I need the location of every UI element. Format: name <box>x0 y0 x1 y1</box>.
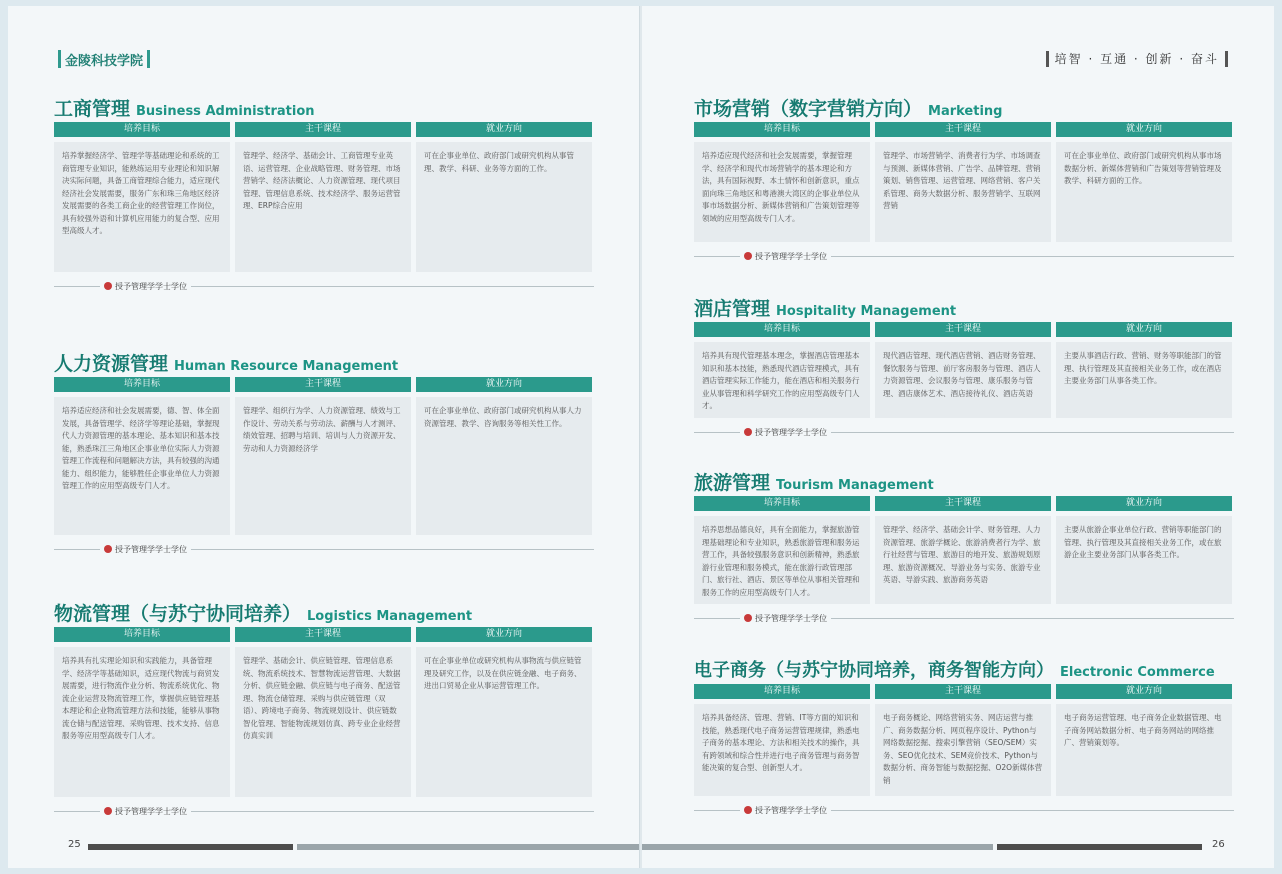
title-en: Business Administration <box>136 104 315 119</box>
section-business-administration <box>54 94 594 292</box>
left-page <box>8 6 640 868</box>
section-electronic-commerce <box>694 656 1234 816</box>
title-zh: 人力资源管理 <box>54 353 169 375</box>
logo-text: 金陵科技学院 <box>65 53 144 69</box>
courses-text: 电子商务概论、网络营销实务、网店运营与推广、商务数据分析、网页程序设计、Python与网络数据挖掘、搜索引擎营销（SEO/SEM）实务、SEO优化技术、SEM竞价技术、Python与数据分析、商务智能与数据挖掘、O2O新媒体营销 <box>875 704 1051 796</box>
col-head-careers: 就业方向 <box>416 122 592 137</box>
degree-icon <box>744 428 752 436</box>
courses-text: 管理学、经济学、基础会计学、财务管理、人力资源管理、旅游学概论、旅游消费者行为学、旅行社经营与管理、旅游目的地开发、旅游规划原理、旅游资源概况、导游业务与实务、旅游专业英语、导游实践、旅游商务英语 <box>875 516 1051 604</box>
col-head-courses: 主干课程 <box>875 322 1051 337</box>
section-title <box>694 94 1234 122</box>
courses-text: 管理学、组织行为学、人力资源管理、绩效与工作设计、劳动关系与劳动法、薪酬与人才测评、绩效管理、招聘与培训、培训与人力资源开发、劳动和人力资源经济学 <box>235 397 411 535</box>
brochure-spread <box>8 6 1274 868</box>
col-head-courses: 主干课程 <box>875 496 1051 511</box>
courses-text: 管理学、经济学、基础会计、工商管理专业英语、运营管理、企业战略管理、财务管理、市场营销学、经济法概论、人力资源管理、现代项目管理、管理信息系统、技术经济学、服务运营管理、ERP综合应用 <box>235 142 411 272</box>
degree-icon <box>104 807 112 815</box>
goal-text: 培养适应现代经济和社会发展需要，掌握管理学、经济学和现代市场营销学的基本理论和方法，具有国际视野、本土情怀和创新意识，重点面向珠三角地区和粤港澳大湾区的企事业单位从事市场数据分析、新媒体营销和广告策划管理等领域的应用型高级专门人才。 <box>694 142 870 242</box>
careers-text: 电子商务运营管理、电子商务企业数据管理、电子商务网站数据分析、电子商务网站的网络推广、营销策划等。 <box>1056 704 1232 796</box>
courses-text: 现代酒店管理、现代酒店营销、酒店财务管理、餐饮服务与管理、前厅客房服务与管理、酒店人力资源管理、会议服务与管理、康乐服务与管理、酒店康体艺术、酒店接待礼仪、酒店英语 <box>875 342 1051 418</box>
col-head-courses: 主干课程 <box>235 377 411 392</box>
col-head-courses: 主干课程 <box>235 122 411 137</box>
col-head-goal: 培养目标 <box>694 496 870 511</box>
section-title <box>54 94 594 122</box>
degree-label: 授予管理学学士学位 <box>755 251 827 261</box>
goal-text: 培养具备经济、管理、营销、IT等方面的知识和技能，熟悉现代电子商务运营管理规律，熟悉电子商务的基本理论、方法和相关技术的操作，具有跨领域和综合性并进行电子商务管理与商务智能决策的复合型、创新型人才。 <box>694 704 870 796</box>
col-head-goal: 培养目标 <box>694 122 870 137</box>
degree-label: 授予管理学学士学位 <box>115 544 187 554</box>
title-zh: 酒店管理 <box>694 298 771 320</box>
section-hospitality <box>694 294 1234 438</box>
section-title <box>54 599 594 627</box>
col-head-goal: 培养目标 <box>694 322 870 337</box>
degree-line <box>694 250 1234 262</box>
degree-label: 授予管理学学士学位 <box>115 281 187 291</box>
col-head-goal: 培养目标 <box>54 377 230 392</box>
careers-text: 可在企事业单位、政府部门或研究机构从事市场数据分析、新媒体营销和广告策划等营销管理及教学、科研方面的工作。 <box>1056 142 1232 242</box>
title-en: Logistics Management <box>307 609 473 624</box>
section-title <box>54 349 594 377</box>
degree-label: 授予管理学学士学位 <box>115 806 187 816</box>
degree-line <box>694 612 1234 624</box>
logo-bar-right <box>147 50 150 68</box>
degree-icon <box>104 282 112 290</box>
careers-text: 主要从旅游企事业单位行政、营销等职能部门的管理、执行管理及其直接相关业务工作，或在旅游企业主要业务部门从事各类工作。 <box>1056 516 1232 604</box>
title-zh: 物流管理（与苏宁协同培养） <box>54 603 302 625</box>
goal-text: 培养思想品德良好，具有全面能力，掌握旅游管理基础理论和专业知识，熟悉旅游管理和服务运营工作，具备较强服务意识和创新精神，熟悉旅游行业管理和服务模式，能在旅游行政管理部门、旅行社、酒店、景区等单位从事相关管理和服务工作的应用型高级专门人才。 <box>694 516 870 604</box>
title-zh: 电子商务（与苏宁协同培养，商务智能方向） <box>694 660 1054 681</box>
degree-line <box>54 543 594 555</box>
goal-text: 培养适应经济和社会发展需要，德、智、体全面发展，具备管理学、经济学等理论基础，掌握现代人力资源管理的基本理论、基本知识和基本技能，熟悉珠江三角地区企事业单位实际人力资源管理工作流程和问题解决方法，具有较强的沟通能力、组织能力，能够胜任企事业单位人力资源管理工作的应用型高级专门人才。 <box>54 397 230 535</box>
title-en: Marketing <box>928 104 1003 119</box>
col-head-careers: 就业方向 <box>1056 496 1232 511</box>
section-marketing <box>694 94 1234 262</box>
goal-text: 培养具有扎实理论知识和实践能力，具备管理学、经济学等基础知识，适应现代物流与商贸发展需要，进行物流作业分析、物流系统优化、物流企业运营及物流管理工作，掌握供应链管理基本理论和企业物流管理方法和技能，能够从事物流仓储与配送管理、采购管理、技术支持、信息服务等应用型高级专门人才。 <box>54 647 230 797</box>
col-head-careers: 就业方向 <box>416 377 592 392</box>
courses-text: 管理学、基础会计、供应链管理、管理信息系统、物流系统技术、智慧物流运营管理、大数据分析、供应链金融、供应链与电子商务、配送管理、物流仓储管理、采购与供应链管理（双语）、跨境电子商务、物流规划设计、供应链数智化管理、智能物流规划仿真、跨专业企业经营仿真实训 <box>235 647 411 797</box>
col-head-goal: 培养目标 <box>54 627 230 642</box>
col-head-careers: 就业方向 <box>416 627 592 642</box>
logo-bar <box>58 50 61 68</box>
section-human-resource <box>54 349 594 555</box>
title-zh: 市场营销（数字营销方向） <box>694 98 923 120</box>
title-zh: 工商管理 <box>54 98 131 120</box>
col-head-courses: 主干课程 <box>875 122 1051 137</box>
title-en: Tourism Management <box>776 478 934 493</box>
col-head-goal: 培养目标 <box>54 122 230 137</box>
degree-icon <box>744 252 752 260</box>
degree-line <box>54 280 594 292</box>
degree-label: 授予管理学学士学位 <box>755 613 827 623</box>
motto-text: 培智 · 互通 · 创新 · 奋斗 <box>1054 52 1219 66</box>
col-head-courses: 主干课程 <box>875 684 1051 699</box>
title-zh: 旅游管理 <box>694 472 771 494</box>
careers-text: 主要从事酒店行政、营销、财务等职能部门的管理、执行管理及其直接相关业务工作，或在酒店主要业务部门从事各类工作。 <box>1056 342 1232 418</box>
degree-icon <box>744 806 752 814</box>
motto-bar-right <box>1225 51 1228 67</box>
courses-text: 管理学、市场营销学、消费者行为学、市场调查与预测、新媒体营销、广告学、品牌管理、营销策划、销售管理、运营管理、网络营销、客户关系管理、商务大数据分析、服务营销学、互联网营销 <box>875 142 1051 242</box>
careers-text: 可在企事业单位、政府部门或研究机构从事人力资源管理、教学、咨询服务等相关性工作。 <box>416 397 592 535</box>
goal-text: 培养具有现代管理基本理念，掌握酒店管理基本知识和基本技能，熟悉现代酒店管理模式，具有酒店管理实际工作能力，能在酒店和相关服务行业从事管理和科学研究工作的应用型高级专门人才。 <box>694 342 870 418</box>
section-title <box>694 656 1234 684</box>
title-en: Hospitality Management <box>776 304 957 319</box>
section-tourism <box>694 468 1234 624</box>
goal-text: 培养掌握经济学、管理学等基础理论和系统的工商管理专业知识，能熟练运用专业理论和知识解决实际问题，具备工商管理综合能力，适应现代经济社会发展需要，服务广东和珠三角地区经济发展需要的各类工商企业的经营管理工作岗位，具有较强外语和计算机应用能力的复合型、应用型高级人才。 <box>54 142 230 272</box>
footer-bar-right <box>642 842 1202 852</box>
section-title <box>694 294 1234 322</box>
col-head-careers: 就业方向 <box>1056 122 1232 137</box>
degree-line <box>694 426 1234 438</box>
title-en: Human Resource Management <box>174 359 399 374</box>
degree-label: 授予管理学学士学位 <box>755 805 827 815</box>
col-head-careers: 就业方向 <box>1056 684 1232 699</box>
col-head-goal: 培养目标 <box>694 684 870 699</box>
col-head-courses: 主干课程 <box>235 627 411 642</box>
degree-line <box>694 804 1234 816</box>
school-logo <box>58 48 150 70</box>
motto <box>1040 50 1234 67</box>
page-number-right: 26 <box>1212 839 1225 850</box>
title-en: Electronic Commerce <box>1060 665 1215 680</box>
degree-icon <box>744 614 752 622</box>
section-logistics <box>54 599 594 817</box>
degree-label: 授予管理学学士学位 <box>755 427 827 437</box>
degree-line <box>54 805 594 817</box>
motto-bar-left <box>1046 51 1049 67</box>
degree-icon <box>104 545 112 553</box>
right-page <box>642 6 1274 868</box>
section-title <box>694 468 1234 496</box>
footer-bar-left <box>88 842 640 852</box>
page-number-left: 25 <box>68 839 81 850</box>
col-head-careers: 就业方向 <box>1056 322 1232 337</box>
careers-text: 可在企事业单位、政府部门或研究机构从事管理、教学、科研、业务等方面的工作。 <box>416 142 592 272</box>
careers-text: 可在企事业单位或研究机构从事物流与供应链管理及研究工作，以及在供应链金融、电子商务、进出口贸易企业从事运营管理工作。 <box>416 647 592 797</box>
